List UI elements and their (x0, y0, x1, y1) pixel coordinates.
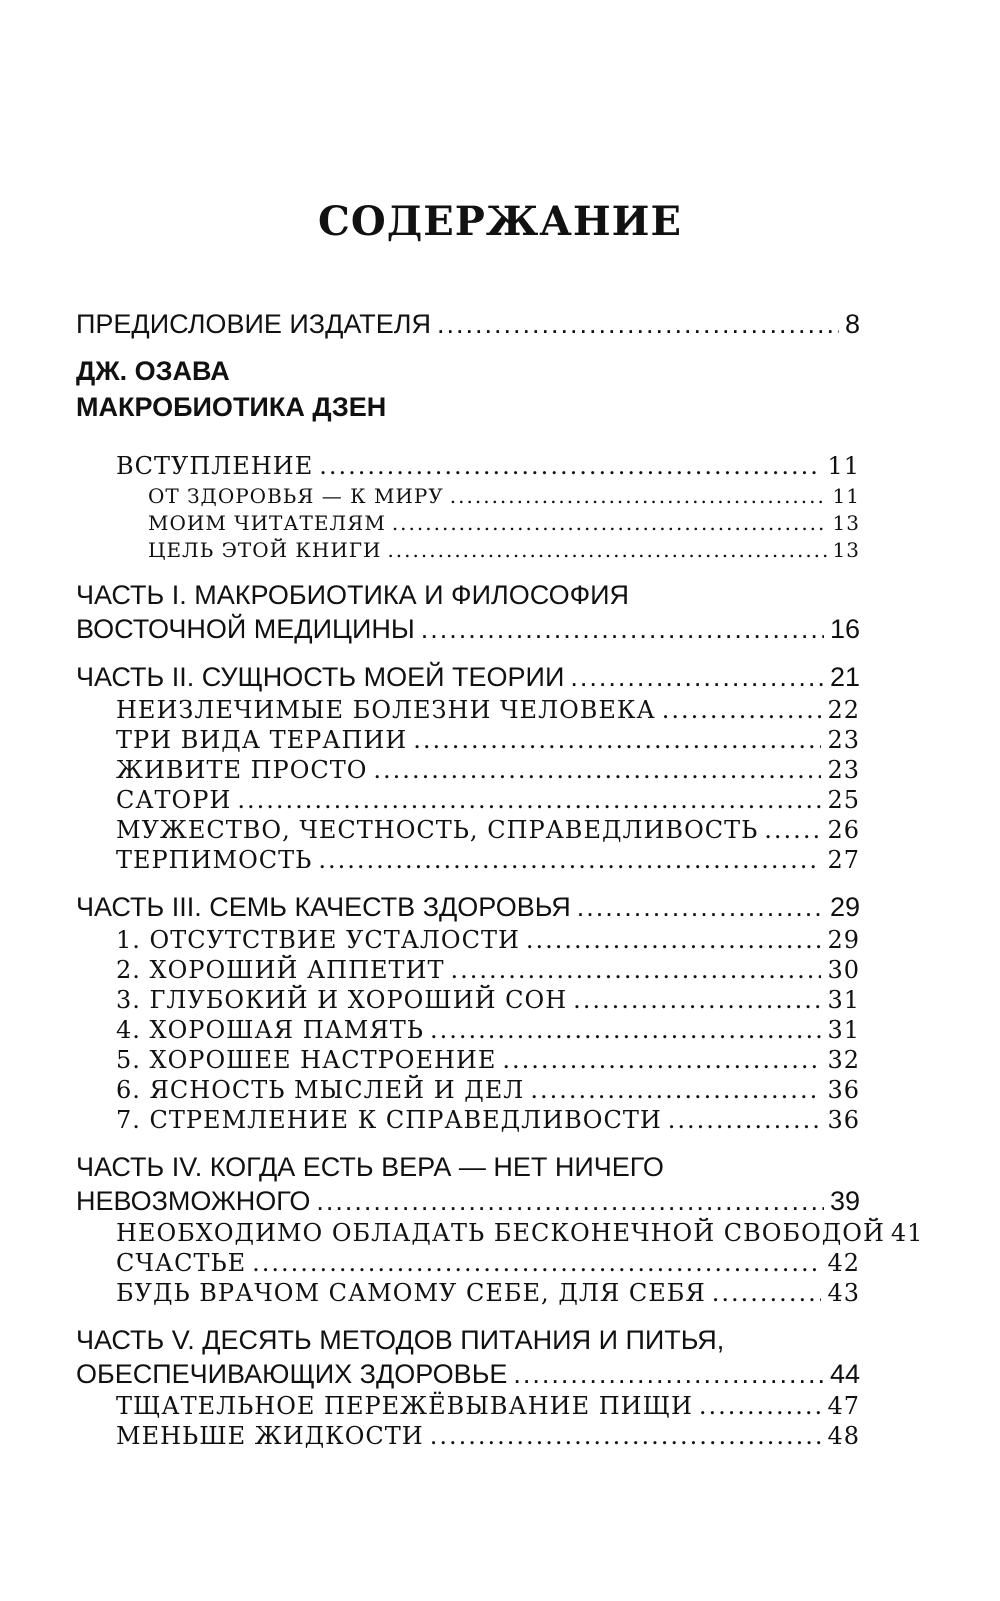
toc-entry-page: 23 (827, 726, 860, 754)
toc-entry-page: 21 (829, 662, 860, 692)
toc-entry-title: 3. ГЛУБОКИЙ И ХОРОШИЙ СОН (116, 986, 568, 1014)
toc-subentry (116, 1076, 860, 1104)
toc-entry-page: 22 (827, 696, 860, 724)
toc-entry-part-3 (76, 892, 860, 923)
toc-leader-dots (712, 1279, 822, 1307)
toc-subentry (148, 484, 860, 508)
toc-entry-title: МЕНЬШЕ ЖИДКОСТИ (116, 1422, 424, 1450)
toc-entry-intro (116, 452, 860, 480)
toc-subentry (116, 1422, 860, 1450)
toc-entry-page: 16 (829, 614, 860, 644)
toc-leader-dots (764, 816, 821, 844)
toc-part-5-line-1: ЧАСТЬ V. ДЕСЯТЬ МЕТОДОВ ПИТАНИЯ И ПИТЬЯ, (76, 1325, 725, 1355)
toc-entry-page: 42 (827, 1249, 860, 1277)
toc-leader-dots (413, 726, 821, 754)
toc-entry-page: 32 (827, 1046, 860, 1074)
toc-subentry (116, 816, 860, 844)
toc-entry-title: 7. СТРЕМЛЕНИЕ К СПРАВЕДЛИВОСТИ (116, 1106, 662, 1134)
toc-entry-page: 13 (832, 538, 860, 562)
toc-entry-title: ВСТУПЛЕНИЕ (116, 452, 314, 480)
toc-entry-title: БУДЬ ВРАЧОМ САМОМУ СЕБЕ, ДЛЯ СЕБЯ (116, 1279, 706, 1307)
toc-entry-part-4 (76, 1186, 860, 1217)
toc-entry-title: 1. ОТСУТСТВИЕ УСТАЛОСТИ (116, 926, 520, 954)
toc-leader-dots (387, 538, 826, 562)
toc-entry-page: 27 (827, 846, 860, 874)
toc-subentry (116, 1016, 860, 1044)
toc-entry-title: ЧАСТЬ III. СЕМЬ КАЧЕСТВ ЗДОРОВЬЯ (76, 892, 571, 922)
author-name: ДЖ. ОЗАВА (76, 356, 230, 386)
toc-subentry (116, 846, 860, 874)
toc-leader-dots (502, 1046, 821, 1074)
toc-entry-title: ЧАСТЬ II. СУЩНОСТЬ МОЕЙ ТЕОРИИ (76, 662, 565, 692)
toc-entry-title: НЕИЗЛЕЧИМЫЕ БОЛЕЗНИ ЧЕЛОВЕКА (116, 696, 656, 724)
toc-subentry (148, 538, 860, 562)
toc-entry-page: 36 (827, 1076, 860, 1104)
toc-entry-page: 29 (829, 892, 860, 922)
toc-subentry (116, 1392, 860, 1420)
toc-subentry (116, 756, 860, 784)
toc-entry-page: 29 (827, 926, 860, 954)
toc-leader-dots (237, 786, 821, 814)
toc-leader-dots (662, 696, 822, 724)
toc-leader-dots (699, 1392, 822, 1420)
toc-entry-title: 2. ХОРОШИЙ АППЕТИТ (116, 956, 445, 984)
toc-entry-page: 23 (827, 756, 860, 784)
toc-entry-page: 26 (827, 816, 860, 844)
toc-entry-title: МУЖЕСТВО, ЧЕСТНОСТЬ, СПРАВЕДЛИВОСТЬ (116, 816, 759, 844)
toc-subentry (148, 511, 860, 535)
toc-entry-title: ПРЕДИСЛОВИЕ ИЗДАТЕЛЯ (76, 309, 431, 339)
toc-entry-page: 11 (827, 452, 860, 480)
toc-subentry (116, 1106, 860, 1134)
toc-leader-dots (373, 756, 821, 784)
toc-entry-title: 5. ХОРОШЕЕ НАСТРОЕНИЕ (116, 1046, 497, 1074)
toc-entry-page: 41 (890, 1219, 924, 1247)
toc-leader-dots (450, 484, 827, 508)
toc-entry-page: 44 (829, 1359, 860, 1389)
toc-entry-title: СЧАСТЬЕ (116, 1249, 247, 1277)
toc-entry-part-5 (76, 1359, 860, 1390)
toc-leader-dots (421, 614, 824, 645)
toc-subentry (116, 956, 860, 984)
toc-leader-dots (451, 956, 822, 984)
toc-entry-preface (76, 309, 860, 340)
toc-leader-dots (437, 309, 839, 340)
toc-entry-page: 48 (827, 1422, 860, 1450)
toc-entry-page: 47 (827, 1392, 860, 1420)
toc-entry-title: ЖИВИТЕ ПРОСТО (116, 756, 368, 784)
toc-leader-dots (668, 1106, 822, 1134)
page-title: СОДЕРЖАНИЕ (318, 198, 682, 245)
toc-subentry (116, 696, 860, 724)
toc-entry-title: НЕОБХОДИМО ОБЛАДАТЬ БЕСКОНЕЧНОЙ СВОБОДОЙ (116, 1219, 885, 1247)
toc-leader-dots (430, 1016, 822, 1044)
toc-entry-title: ЦЕЛЬ ЭТОЙ КНИГИ (148, 538, 382, 562)
toc-entry-page: 31 (827, 986, 860, 1014)
toc-leader-dots (530, 1076, 821, 1104)
toc-part-1-line-1: ЧАСТЬ I. МАКРОБИОТИКА И ФИЛОСОФИЯ (76, 580, 630, 610)
toc-leader-dots (319, 452, 821, 480)
toc-entry-page: 8 (844, 309, 860, 339)
toc-leader-dots (577, 892, 824, 923)
toc-leader-dots (392, 511, 827, 535)
toc-leader-dots (570, 662, 824, 693)
toc-entry-page: 13 (832, 511, 860, 535)
toc-subentry (116, 1279, 860, 1307)
toc-entry-title: ОТ ЗДОРОВЬЯ — К МИРУ (148, 484, 444, 508)
toc-subentry (116, 986, 860, 1014)
toc-entry-title: НЕВОЗМОЖНОГО (76, 1186, 311, 1216)
toc-entry-title: ТЕРПИМОСТЬ (116, 846, 313, 874)
toc-entry-title: 6. ЯСНОСТЬ МЫСЛЕЙ И ДЕЛ (116, 1076, 525, 1104)
toc-entry-title: 4. ХОРОШАЯ ПАМЯТЬ (116, 1016, 424, 1044)
toc-entry-part-1 (76, 614, 860, 645)
toc-entry-page: 43 (827, 1279, 860, 1307)
toc-entry-title: ТРИ ВИДА ТЕРАПИИ (116, 726, 408, 754)
toc-entry-page: 25 (827, 786, 860, 814)
toc-subentry (116, 926, 860, 954)
toc-entry-part-2 (76, 662, 860, 693)
toc-leader-dots (513, 1359, 824, 1390)
toc-entry-page: 11 (832, 484, 860, 508)
toc-subentry (116, 1219, 924, 1247)
toc-entry-title: САТОРИ (116, 786, 232, 814)
toc-subentry (116, 1046, 860, 1074)
toc-leader-dots (430, 1422, 822, 1450)
book-title: МАКРОБИОТИКА ДЗЕН (76, 392, 387, 422)
toc-entry-page: 31 (827, 1016, 860, 1044)
toc-leader-dots (526, 926, 822, 954)
toc-leader-dots (573, 986, 821, 1014)
toc-leader-dots (316, 1186, 824, 1217)
toc-subentry (116, 726, 860, 754)
toc-entry-page: 39 (829, 1186, 860, 1216)
toc-entry-title: ОБЕСПЕЧИВАЮЩИХ ЗДОРОВЬЕ (76, 1359, 508, 1389)
toc-entry-title: МОИМ ЧИТАТЕЛЯМ (148, 511, 386, 535)
toc-entry-page: 30 (827, 956, 860, 984)
toc-subentry (116, 1249, 860, 1277)
toc-part-4-line-1: ЧАСТЬ IV. КОГДА ЕСТЬ ВЕРА — НЕТ НИЧЕГО (76, 1152, 664, 1182)
toc-entry-page: 36 (827, 1106, 860, 1134)
toc-leader-dots (318, 846, 821, 874)
toc-subentry (116, 786, 860, 814)
toc-entry-title: ВОСТОЧНОЙ МЕДИЦИНЫ (76, 614, 415, 644)
toc-leader-dots (252, 1249, 821, 1277)
toc-entry-title: ТЩАТЕЛЬНОЕ ПЕРЕЖЁВЫВАНИЕ ПИЩИ (116, 1392, 693, 1420)
